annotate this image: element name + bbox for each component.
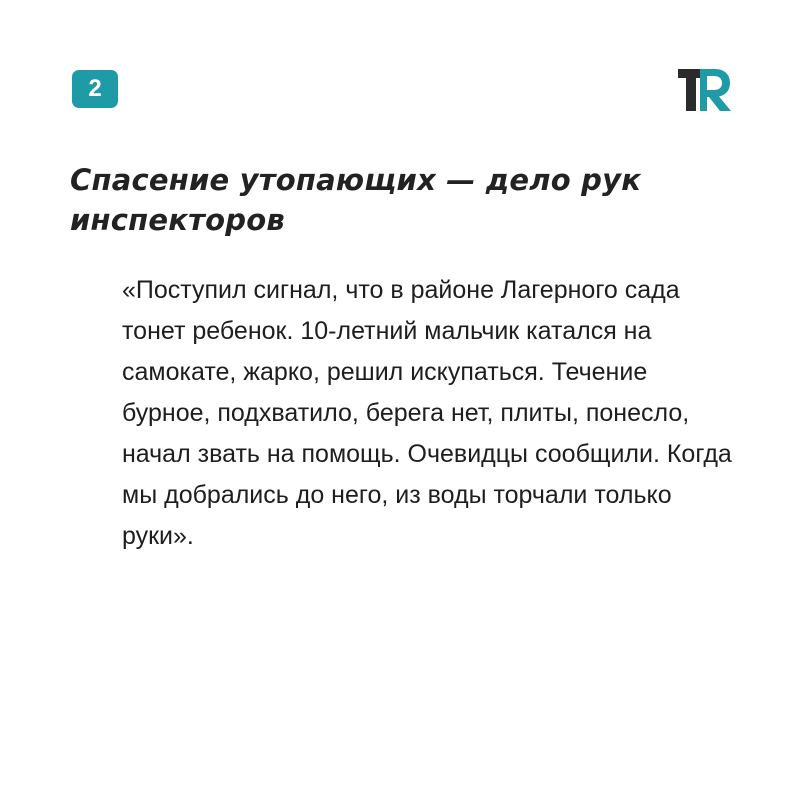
- quote-text: «Поступил сигнал, что в районе Лагерного сада тонет ребенок. 10-летний мальчик катался на самокате, жарко, решил искупаться. Течение бурное, подхватило, берега нет, плиты, понесло, начал звать на помощь. Очевидцы сообщили. Когда мы добрались до него, из воды торчали только руки».: [122, 276, 732, 550]
- page-number-badge: [72, 70, 118, 108]
- page-number: 2: [88, 75, 102, 102]
- brand-logo: [676, 66, 732, 114]
- headline: Спасение утопающих — дело рук инспекторов: [70, 163, 642, 237]
